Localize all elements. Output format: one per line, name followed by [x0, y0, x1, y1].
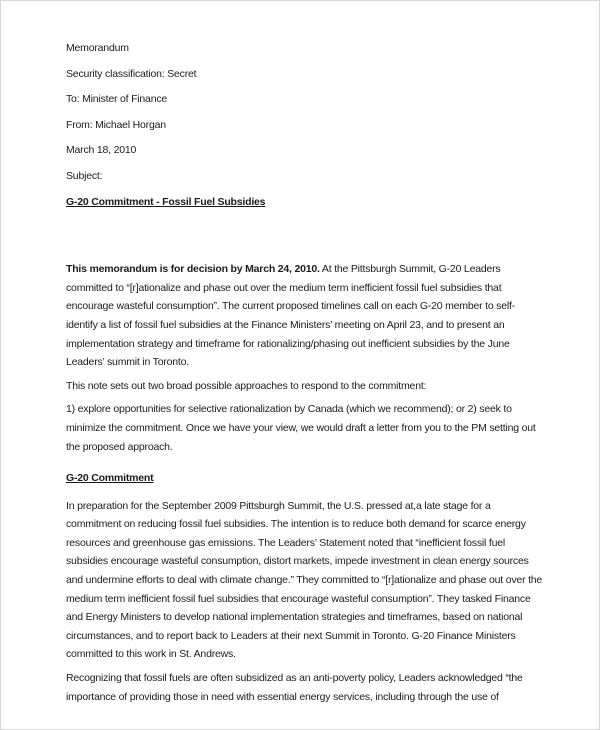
from-line: From: Michael Horgan [66, 118, 166, 131]
to-line: To: Minister of Finance [66, 93, 168, 106]
memo-header [66, 39, 545, 211]
paragraph-background: In preparation for the September 2009 Pittsburgh Summit, the U.S. pressed at,a late stage for a commitment on reducing fossil fuel subsidies. The intention is to reduce both demand for scarce energy resources and greenhouse gas emissions. The Leaders’ Statement noted that “inefficient fossil fuel subsidies encourage wasteful consumption, distort markets, impede investment in clean energy sources and undermine efforts to deal with climate change.” They committed to “[r]ationalize and phase out over the medium term inefficient fossil fuel subsidies that encourage wasteful consumption”. They tasked Finance and Energy Ministers to develop national implementation strategies and timeframes, based on national circumstances, and to report back to Leaders at their next Summit in Toronto. G-20 Finance Ministers committed to this work in St. Andrews. [66, 499, 543, 661]
paragraph-options: 1) explore opportunities for selective rationalization by Canada (which we recommend); or 2) seek to minimize the commitment. Once we have your view, we would draft a letter from you to the PM setting out the proposed approach. [66, 403, 536, 453]
paragraph-anti-poverty: Recognizing that fossil fuels are often subsidized as an anti-poverty policy, Leaders acknowledged “the importance of providing those in need with essential energy services, including through the use of [66, 672, 523, 703]
decision-deadline-text: This memorandum is for decision by March 24, 2010. [66, 263, 320, 276]
paragraph-decision [66, 260, 545, 372]
subject-title: G-20 Commitment - Fossil Fuel Subsidies [66, 195, 266, 208]
paragraph-decision-text: At the Pittsburgh Summit, G-20 Leaders committed to “[r]ationalize and phase out over the medium term inefficient fossil fuel subsidies that encourage wasteful consumption”. The current proposed timelines call on each G-20 member to self-identify a list of fossil fuel subsidies at the Finance Ministers’ meeting on April 23, and to present an implementation strategy and timeframe for rationalizing/phasing out inefficient subsidies by the June Leaders’ summit in Toronto. [66, 263, 516, 369]
paragraph-approaches-intro: This note sets out two broad possible approaches to respond to the commitment: [66, 379, 427, 392]
subject-label: Subject: [66, 169, 103, 182]
memo-body [66, 260, 545, 706]
section-heading-g20-commitment: G-20 Commitment [66, 472, 154, 485]
classification-line: Security classification: Secret [66, 67, 197, 80]
date-line: March 18, 2010 [66, 144, 137, 157]
doc-type-label: Memorandum [66, 42, 129, 54]
